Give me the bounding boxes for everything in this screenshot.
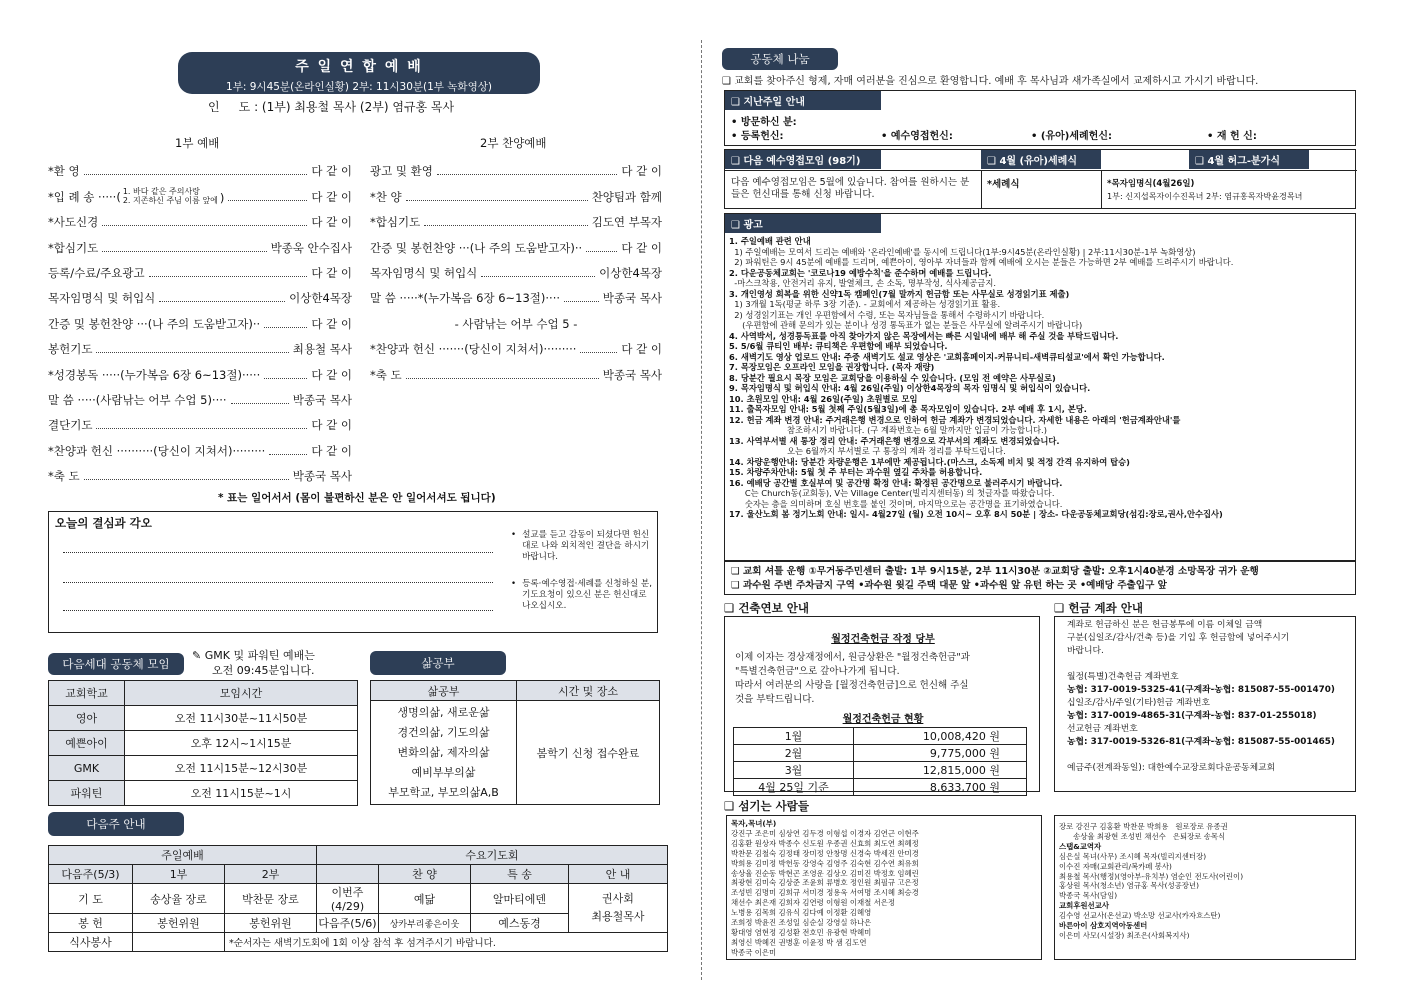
order-item: 간증 및 봉헌찬양 ···(나 주의 도움받고자)··: [370, 240, 583, 255]
ad-line: 4. 사역박서, 성경통독표를 아직 찾아가지 않은 목장에서는 빠른 시일내에 배부 해 주실 것을 부탁드립니다.: [729, 330, 1119, 341]
meeting-header: ❑ 4월 (유아)세례식: [981, 150, 1101, 169]
order-leader: 박종욱 안수집사: [270, 240, 352, 255]
samgong-item: 예비부부의삶: [411, 765, 476, 779]
account-box: [1054, 616, 1356, 792]
ads-box: [724, 213, 1356, 561]
ad-line: C는 Church동(교회동), V는 Village Center(빌리지센터동) 의 첫글자를 따왔습니다.: [729, 488, 1055, 498]
table-cell: 예닮: [379, 884, 471, 914]
building-heading: 월정건축헌금 작정 당부: [831, 634, 935, 645]
table-cell: 오전 11시15분~12시30분: [124, 756, 357, 781]
lastweek-item: • (유아)세례헌신:: [1031, 131, 1112, 142]
meetings-box: [724, 149, 1356, 209]
samgong-table: [370, 680, 660, 805]
account-line: 계좌로 헌금하신 분은 헌금봉투에 이름 이체일 금액: [1067, 620, 1263, 630]
table-header: 1부: [133, 865, 225, 884]
order-item: *축 도: [370, 367, 402, 382]
resolve-bullet: 설교를 듣고 감동이 되셨다면 헌신대로 나와 외치적인 결단을 하시기 바랍니다.: [522, 530, 650, 562]
building-line: 이제 이자는 경상재정에서, 원금상환은 "월정건축헌금"과: [735, 652, 970, 663]
order-item: 봉헌기도: [48, 342, 93, 357]
worship-times: 1부: 9시45분(온라인실황) 2부: 11시30분(1부 녹화영상): [226, 81, 492, 93]
servant-line: 송상율 진순동 박현곤 조영운 김상오 김미진 박정호 임혜린: [731, 868, 919, 878]
account-line: 농협: 317-0019-5326-81(구계좌-농협: 815087-55-001465): [1067, 737, 1335, 747]
servant-line: 이수진 자매(교회관리/복카페 봉사): [1059, 861, 1172, 871]
ad-line: 10. 초원모임 안내: 4월 26일(주일) 초원별로 모임: [729, 393, 918, 404]
samgong-item: 생명의삶, 새로운삶: [397, 705, 490, 719]
order-leader: 다 같 이: [311, 367, 352, 382]
samgong-item: 부모학교, 부모의삶A,B: [388, 785, 499, 799]
order-item: 간증 및 봉헌찬양 ···(나 주의 도움받고자)··: [48, 316, 261, 331]
order-item: 광고 및 환영: [370, 164, 433, 179]
order-row: [48, 357, 352, 382]
account-line: [1067, 749, 1335, 762]
order-sub-line: 2. 지존하신 주님 이름 앞에: [122, 195, 218, 205]
order-item: 말 씀 ·····(사람낚는 어부 수업 5)····: [48, 392, 227, 407]
servant-line: 교회후원선교사: [1059, 901, 1109, 911]
lastweek-title: ❑ 지난주일 안내: [725, 91, 881, 110]
order-leader: 다 같 이: [311, 189, 352, 204]
ads-title: ❑ 광고: [725, 214, 881, 233]
servant-line: 이은미 사모(시설장) 최조은(사회복지사): [1059, 930, 1190, 940]
order-leader: 다 같 이: [311, 164, 352, 179]
worship-leader: 인 도 : (1부) 최용철 목사 (2부) 염규홍 목사: [208, 100, 455, 114]
table-cell: 2월: [734, 745, 854, 762]
ad-line: 11. 출목자모임 안내: 5월 첫째 주일(5월3일)에 총 목자모임이 있습니다. 2부 예배 후 1시, 본당.: [729, 404, 1087, 414]
account-line: 바랍니다.: [1067, 646, 1104, 656]
first-service-title: 1부 예배: [175, 136, 220, 150]
ad-line: 16. 예배당 공간별 호실부여 및 공간명 확정 안내: 확정된 공간명으로 불러주시기 바랍니다.: [729, 477, 1063, 488]
lastweek-item: • 등록헌신:: [731, 131, 784, 142]
order-item: 말 씀 ·····*(누가복음 6장 6~13절)····: [370, 291, 561, 306]
account-line: 예금주(전계좌동일): 대한예수교장로회다운공동체교회: [1067, 763, 1276, 773]
table-cell: 오전 11시15분~1시: [124, 781, 357, 806]
nextgen-title: 다음세대 공동체 모임: [48, 653, 184, 675]
order-row: [48, 230, 352, 255]
order-row: [48, 408, 352, 433]
table-header: 2부: [225, 865, 317, 884]
table-cell: 파워틴: [49, 781, 125, 806]
servant-line: 바른아이 삼호지역아동센터: [1059, 921, 1148, 931]
order-row: [48, 459, 352, 484]
ad-line: 1) 3개월 1독(평균 하루 3장 기준). - 교회에서 제공하는 성경읽기표 활용.: [729, 299, 1001, 309]
order-leader: 다 같 이: [621, 240, 662, 255]
resolve-box: [48, 511, 658, 633]
nextweek-table: [48, 845, 668, 952]
table-cell: [133, 933, 225, 952]
table-cell: 12,815,000 원: [854, 762, 1027, 779]
table-cell: 예쁜아이: [49, 731, 125, 756]
table-cell: 식사봉사: [49, 933, 133, 952]
order-row: [48, 433, 352, 458]
servants-right-list: [1055, 816, 1355, 941]
order-leader: 다 같 이: [311, 265, 352, 280]
table-header: 다음주(5/3): [49, 865, 133, 884]
servant-line: 박종국 목사(담임): [1059, 891, 1118, 901]
order-sub-line: 1. 바다 같은 주의사랑: [122, 186, 200, 196]
servant-line: 최광현 김미숙 김상준 조윤희 류병호 정인원 최필규 고은정: [731, 878, 919, 888]
nextweek-title: 다음주 안내: [48, 812, 184, 836]
table-cell: 봉 헌: [49, 914, 133, 933]
building-table-title: 월정건축헌금 현황: [842, 714, 924, 725]
samgong-place: 봄학기 신청 접수완료: [517, 701, 660, 805]
second-service-order: [370, 154, 662, 383]
table-header: 교회학교: [49, 681, 125, 706]
ad-line: (우편함에 관해 문의가 있는 분이나 성경 통독표가 없는 분들은 사무실에 알려주시기 바랍니다): [729, 320, 1083, 330]
lastweek-item: • 예수영접헌신:: [881, 131, 953, 142]
lastweek-box: [724, 90, 1356, 146]
table-header: 특 송: [471, 865, 569, 884]
building-line: "특별건축헌금"으로 갚아나가게 됩니다.: [735, 666, 900, 677]
hug-desc: *목자임명식(4월26일): [1107, 179, 1195, 189]
servant-line: 박종국 이은미: [731, 947, 777, 957]
baptism-desc: *세례식: [987, 179, 1020, 190]
order-item: *찬 양: [370, 189, 402, 204]
meeting-header: ❑ 4월 허그-분가식: [1189, 150, 1309, 169]
table-cell: 10,008,420 원: [854, 728, 1027, 745]
ad-line: -마스크착용, 안전거리 유지, 발열체크, 손 소독, 명부작성, 식사제공금지.: [729, 278, 996, 288]
order-item: *합심기도: [370, 215, 421, 230]
servant-line: 박희용 김미정 박헌동 강영숙 김영주 김숙현 김수연 최유희: [731, 858, 919, 868]
order-row: [48, 256, 352, 281]
account-line: 월정(특별)건축헌금 계좌번호: [1067, 672, 1179, 682]
order-row: [370, 154, 662, 179]
account-line: 농협: 317-0019-5325-41(구계좌-농협: 815087-55-001470): [1067, 685, 1335, 695]
building-title: ❑ 건축연보 안내: [724, 601, 809, 615]
order-leader: 찬양팀과 함께: [591, 189, 662, 204]
order-leader: 박종국 목사: [292, 469, 352, 484]
table-cell: 3월: [734, 762, 854, 779]
table-header: [317, 865, 379, 884]
order-item: *축 도: [48, 469, 80, 484]
servant-line: 강진구 조은미 심상연 김두경 이형섭 이경자 김연근 이현주: [731, 828, 919, 838]
order-leader: 다 같 이: [311, 418, 352, 433]
order-item: *사도신경: [48, 215, 99, 230]
nextgen-note-2: 오전 09:45분입니다.: [212, 664, 315, 677]
shuttle-info: ❑ 교회 셔틀 운행 ①무거동주민센터 출발: 1부 9시15분, 2부 11시30분 ②교회당 출발: 오후1시40분경 소망목장 귀가 운행: [731, 566, 1259, 577]
order-center-text: - 사람낚는 어부 수업 5 -: [454, 316, 578, 331]
order-leader: 이상한4목장: [599, 265, 662, 280]
account-line: 선교헌금 계좌번호: [1067, 724, 1138, 734]
ad-line: 2. 다운공동체교회는 '코로나19 예방수칙'을 준수하며 예배를 드립니다.: [729, 267, 992, 278]
servant-line: 채선수 최은재 김희자 김연령 이형원 이재철 서은정: [731, 898, 896, 908]
building-text: [735, 651, 970, 707]
account-line: [1067, 658, 1335, 671]
table-cell: 8,633,700 원: [854, 779, 1027, 796]
table-cell: 송상율 장로: [133, 884, 225, 914]
table-cell: 1월: [734, 728, 854, 745]
resolve-title: 오늘의 결심과 각오: [55, 516, 152, 530]
order-row: [370, 306, 662, 331]
table-cell: 알마티에덴: [471, 884, 569, 914]
servant-line: 최영신 박혜진 권병훈 이윤정 박 샘 김도연: [731, 937, 867, 947]
servant-line: 최용철 목사(행정)(영아부-유치부) 염순인 전도사(어린이): [1059, 871, 1244, 881]
building-box: [724, 616, 1040, 792]
nextgen-note: [192, 648, 315, 678]
resolve-bullets: • 설교를 듣고 감동이 되셨다면 헌신대로 나와 외치적인 결단을 하시기 바랍니다. • 등록·예수영접·세례를 신청하실 분, 기도요청이 있으신 분은 헌신대로 나오십시오.: [511, 530, 654, 612]
order-item: *환 영: [48, 164, 80, 179]
resolve-line[interactable]: [63, 610, 493, 611]
order-row: [370, 230, 662, 255]
ad-line: 1. 주일예배 관련 안내: [729, 236, 811, 246]
resolve-line[interactable]: [63, 552, 493, 553]
table-cell: 권사회 최용철목사: [569, 884, 668, 933]
ad-line: 3. 개인영성 회복을 위한 신약1독 캠페인(7월 말까지 헌금함 또는 사무실로 성경읽기표 제출): [729, 288, 1070, 299]
table-header: 수요기도회: [317, 846, 668, 865]
table-header: 모임시간: [124, 681, 357, 706]
ad-line: 9. 목자임명식 및 허입식 안내: 4월 26일(주일) 이상한4목장의 목자 임명식 및 허입식이 있습니다.: [729, 383, 1091, 393]
nextgen-note-1: GMK 및 파워틴 예배는: [204, 649, 315, 662]
order-row: [48, 306, 352, 331]
ad-line: 참조하시기 바랍니다. (구 계좌번호는 6월 말까지만 입금이 가능합니다.): [729, 425, 1047, 435]
page-divider: [701, 40, 702, 980]
servant-line: 조희정 박윤진 조성일 심순실 강영실 하나은: [731, 918, 872, 928]
order-item: *합심기도: [48, 240, 99, 255]
order-row: [48, 281, 352, 306]
first-service-order: [48, 154, 352, 484]
building-line: 따라서 여러분의 사랑을 [월정건축헌금]으로 헌신해 주실: [735, 680, 969, 691]
table-cell: 오후 12시~1시15분: [124, 731, 357, 756]
table-cell: 다음주(5/6): [317, 914, 379, 933]
ad-line: 5. 5/6월 큐티인 배부: 큐티책은 우편함에 배부 되었습니다.: [729, 341, 948, 351]
table-cell: 이번주(4/29): [317, 884, 379, 914]
order-leader: 김도연 부목자: [591, 215, 662, 230]
ad-line: 7. 목장모임은 오프라인 모임을 권장합니다. (목자 재량): [729, 362, 935, 372]
servants-left-head: 목자,목녀(부): [731, 819, 777, 828]
ad-line: 2) 성경읽기표는 개인 우편함에서 수령, 또는 목자님들을 통해서 수령하시기 바랍니다.: [729, 309, 1045, 320]
account-title: ❑ 헌금 계좌 안내: [1054, 601, 1143, 615]
table-cell: 영아: [49, 706, 125, 731]
samgong-list: [371, 701, 517, 805]
order-leader: 이상한4목장: [289, 291, 352, 306]
table-header: 삶공부: [371, 681, 517, 701]
order-leader: 다 같 이: [311, 215, 352, 230]
order-row: [370, 332, 662, 357]
servant-line: 홍상원 목사(청소년) 염규홍 목사(성공장년): [1059, 881, 1199, 891]
servant-line: 스탭&교역자: [1059, 841, 1102, 851]
worship-title: 주 일 연 합 예 배: [295, 59, 423, 75]
table-cell: *순서자는 새벽기도회에 1회 이상 참석 후 섬겨주시기 바랍니다.: [225, 933, 668, 952]
servant-line: 노병용 김목희 김유식 김다예 이정환 김혜영: [731, 908, 872, 918]
table-cell: 기 도: [49, 884, 133, 914]
table-cell: 박찬문 장로: [225, 884, 317, 914]
order-leader: 다 같 이: [311, 443, 352, 458]
order-row: [48, 205, 352, 230]
table-cell: 9,775,000 원: [854, 745, 1027, 762]
table-cell: 예스동경: [471, 914, 569, 933]
table-header: 주일예배: [49, 846, 317, 865]
order-row: [370, 205, 662, 230]
nextgen-table: [48, 680, 358, 806]
order-item: 결단기도: [48, 418, 93, 433]
ad-line: 2) 파워틴은 9시 45분에 예배를 드리며, 예쁜아이, 영아부 자녀들과 함께 예배에 오시는 분들은 가능하면 2부 예배를 드려주시기 바랍니다.: [729, 257, 1234, 267]
order-item: *성경봉독 ·····(누가복음 6장 6~13절)·····: [48, 367, 261, 382]
order-leader: 박종국 목사: [292, 392, 352, 407]
order-item: *찬양과 헌신 ·······(당신이 지쳐서)·········: [370, 342, 577, 357]
samgong-item: 경건의삶, 기도의삶: [397, 725, 490, 739]
ad-line: 14. 차량운행안내: 당분간 차량운행은 1부에만 제공됩니다.(마스크, 소독제 비치 및 적정 간격 유지하여 탑승): [729, 456, 1130, 467]
table-header: 안 내: [569, 865, 668, 884]
servant-line: 조성빈 김명미 김희규 서미경 정용욱 서여명 조시혜 최승경: [731, 888, 919, 898]
table-cell: GMK: [49, 756, 125, 781]
servant-line: 송상율 최광현 조성빈 채선수 은퇴장로 송목식: [1059, 831, 1226, 841]
servants-left-list: [727, 829, 1041, 958]
order-item: *입 례 송 ·····(: [48, 189, 121, 204]
servant-line: 김홍환 원상자 박종수 신도원 우종권 신효희 최도연 최혜정: [731, 838, 919, 848]
order-row: *입 례 송 ·····( 1. 바다 같은 주의사랑 2. 지존하신 주님 이름 앞에 ) 다 같 이: [48, 186, 352, 205]
stand-note: * 표는 일어서서 (몸이 불편하신 분은 안 일어서셔도 됩니다): [218, 492, 496, 504]
second-service-title: 2부 찬양예배: [480, 136, 547, 150]
meeting-header: ❑ 다음 예수영접모임 (98기): [725, 150, 881, 169]
samgong-item: 변화의삶, 제자의삶: [397, 745, 490, 759]
order-leader: 다 같 이: [311, 316, 352, 331]
table-cell: 봉헌위원: [225, 914, 317, 933]
order-sub: [123, 187, 218, 205]
servants-title: ❑ 섬기는 사람들: [724, 799, 809, 813]
servant-line: 장로 강진구 김홍환 박찬문 박희용 원로장로 유종권: [1059, 822, 1228, 831]
resolve-bullet: 등록·예수영접·세례를 신청하실 분, 기도요청이 있으신 분은 헌신대로 나오십시오.: [522, 579, 652, 611]
order-row: [48, 332, 352, 357]
order-leader: 박종국 목사: [602, 291, 662, 306]
order-item: 목자임명식 및 허입식: [48, 291, 156, 306]
ad-line: 12. 헌금 계좌 변경 안내: 주거래은행 변경으로 인하여 헌금 계좌가 변경되었습니다. 자세한 내용은 아래의 '헌금계좌안내'를: [729, 414, 1181, 425]
ads-list: [729, 236, 1353, 520]
welcome-text: ❑ 교회를 찾아주신 형제, 자매 여러분을 진심으로 환영합니다. 예배 후 목사님과 새가족실에서 교제하시고 가시기 바랍니다.: [722, 76, 1259, 87]
order-row: [48, 383, 352, 408]
table-cell: 4월 25일 기준: [734, 779, 854, 796]
pen-icon: ✎: [192, 649, 205, 662]
account-line: 농협: 317-0019-4865-31(구계좌-농협: 837-01-255018): [1067, 711, 1317, 721]
servants-box-right: [1054, 815, 1356, 960]
ad-line: 1) 주일예배는 모여서 드리는 예배와 '온라인예배'를 동시에 드립니다(1부:9시45분(온라인실황) | 2부:11시30분-1부 녹화영상): [729, 246, 1196, 257]
account-line: 구분(십일조/감사/건축 등)을 기입 후 헌금함에 넣어주시기: [1067, 633, 1290, 643]
order-leader: 최용철 목사: [292, 342, 352, 357]
order-row: [48, 154, 352, 179]
samgong-title: 삶공부: [370, 651, 506, 675]
lastweek-visitors: • 방문하신 분:: [731, 117, 797, 128]
building-table: [733, 727, 1027, 796]
account-lines: [1067, 619, 1335, 775]
table-header: 시간 및 장소: [517, 681, 660, 701]
table-header: 찬 양: [379, 865, 471, 884]
order-leader: 박종국 목사: [602, 367, 662, 382]
worship-title-banner: [178, 52, 540, 94]
parking-info: ❑ 과수원 주변 주차금지 구역 •과수원 윗길 주택 대문 앞 •과수원 앞 유턴 하는 곳 •예배당 주출입구 앞: [731, 580, 1167, 591]
hug-desc-2: 1부: 신지섭목자이수진목녀 2부: 염규홍목자박윤경목녀: [1107, 191, 1303, 201]
servants-box-left: [726, 815, 1042, 960]
bus-box: [724, 561, 1356, 595]
order-row: [370, 281, 662, 306]
table-cell: 오전 11시30분~11시50분: [124, 706, 357, 731]
order-leader: 다 같 이: [621, 164, 662, 179]
order-leader: 다 같 이: [621, 342, 662, 357]
building-line: 것을 부탁드립니다.: [735, 694, 815, 705]
servant-line: 황대영 염현정 김성환 전호민 유광현 박혜미: [731, 927, 872, 937]
meeting-desc: 다음 예수영접모임은 5월에 있습니다. 참여를 원하시는 분들은 헌신대를 통해 신청 바랍니다.: [731, 177, 970, 200]
ad-line: 숫자는 층을 의미하며 호실 번호를 붙인 것이며, 마지막으로는 공간명을 표기하였습니다.: [729, 498, 1063, 509]
order-item: 목자임명식 및 허입식: [370, 265, 478, 280]
order-item: *찬양과 헌신 ··········(당신이 지쳐서)·········: [48, 443, 266, 458]
ad-line: 8. 당분간 필요시 목장 모임은 교회당을 이용하실 수 있습니다. (모임 전 예약은 사무실로): [729, 372, 1056, 383]
account-line: 십일조/감사/주일(기타)헌금 계좌번호: [1067, 698, 1211, 708]
order-row: [370, 357, 662, 382]
community-title: 공동체 나눔: [722, 48, 838, 70]
resolve-line[interactable]: [63, 582, 493, 583]
ad-line: 15. 차량주차안내: 5월 첫 주 부터는 과수원 옆길 주차를 허용합니다.: [729, 467, 983, 477]
servant-line: 심은실 목녀(사무) 조시혜 목자(빌리지센터장): [1059, 851, 1207, 861]
ad-line: 오는 6월까지 부서별로 구 통장의 계좌 정리를 부탁드립니다.: [729, 446, 1006, 456]
ad-line: 17. 울산노회 봄 정기노회 안내: 일시- 4월27일 (월) 오전 10시~ 오후 8시 50분 | 장소- 다운공동체교회당(섬김:장로,권사,안수집사): [729, 509, 1223, 519]
order-row: [370, 179, 662, 204]
ad-line: 13. 사역부서별 새 통장 정리 안내: 주거래은행 변경으로 각부서의 계좌도 변경되었습니다.: [729, 435, 1060, 446]
table-cell: 상카부리좋은이웃: [379, 914, 471, 933]
lastweek-item: • 재 헌 신:: [1207, 131, 1257, 142]
table-cell: 봉헌위원: [133, 914, 225, 933]
servant-line: 김수영 선교사(온선교) 박소망 선교사(카자흐스탄): [1059, 911, 1221, 921]
order-row: [370, 256, 662, 281]
ad-line: 6. 새벽기도 영상 업로드 안내: 주중 새벽기도 설교 영상은 '교회홈페이지-커뮤니티-새벽큐티설교'에서 확인 가능합니다.: [729, 351, 1165, 362]
servant-line: 박찬문 김철숙 김정태 장미정 안창명 신경숙 박세진 안미경: [731, 848, 919, 858]
order-item: 등록/수료/주요광고: [48, 265, 145, 280]
